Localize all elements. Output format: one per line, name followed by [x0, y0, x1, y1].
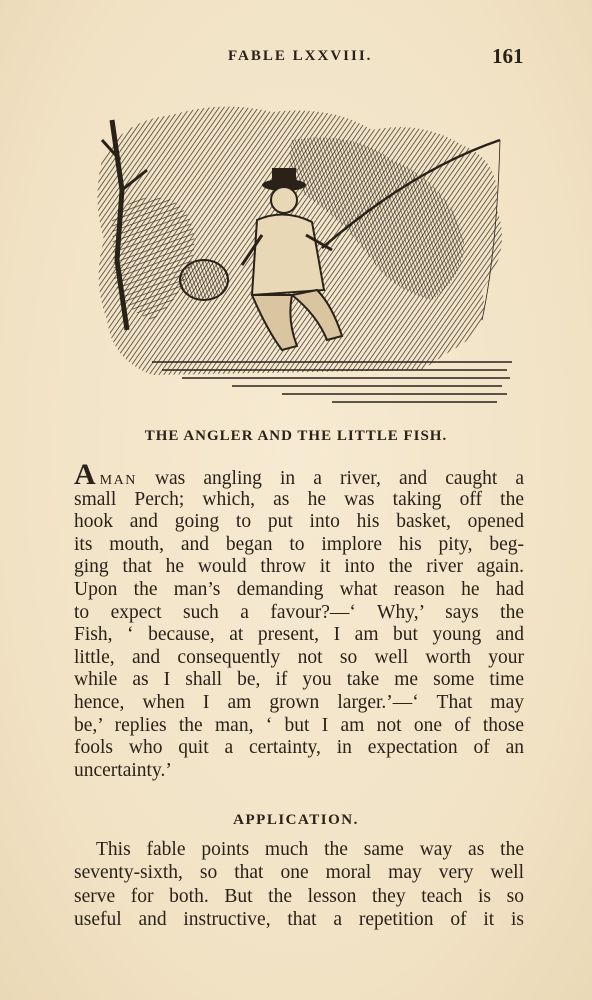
fable-line: fools who quit a certainty, in expectation of an [74, 737, 524, 759]
angler-engraving [92, 100, 514, 410]
fable-line: little, and consequently not so well worth your [74, 646, 524, 668]
page-number: 161 [492, 44, 524, 68]
fable-line: Fish, ‘ because, at present, I am but young and [74, 624, 524, 646]
fable-title: THE ANGLER AND THE LITTLE FISH. [144, 428, 448, 444]
application-heading: APPLICATION. [233, 812, 359, 828]
fable-line: small Perch; which, as he was taking off the [74, 488, 524, 510]
application-line: seventy-sixth, so that one moral may very well [74, 862, 524, 884]
fable-line: ging that he would throw it into the river again. [74, 556, 524, 578]
drop-cap: A [74, 458, 96, 491]
application-text [74, 838, 524, 932]
basket [180, 260, 228, 300]
fable-line: its mouth, and began to implore his pity, beg- [74, 533, 524, 555]
application-line: useful and instructive, that a repetition of it is [74, 909, 524, 931]
fable-line-first [74, 458, 524, 491]
application-line: This fable points much the same way as the [96, 839, 524, 860]
running-head: FABLE LXXVIII. [228, 48, 373, 64]
fable-line: uncertainty.’ [74, 759, 172, 781]
fable-line: hook and going to put into his basket, opened [74, 511, 524, 533]
fable-text [74, 458, 524, 782]
fable-line: while as I shall be, if you take me some time [74, 669, 524, 691]
fable-line: Upon the man’s demanding what reason he had [74, 578, 524, 600]
fable-line: to expect such a favour?—‘ Why,’ says the [74, 601, 524, 623]
fable-line-first-rest: was angling in a river, and caught a [136, 468, 524, 489]
application-line: serve for both. But the lesson they teach is so [74, 885, 524, 907]
fable-line: be,’ replies the man, ‘ but I am not one of those [74, 714, 524, 736]
smallcaps-word: MAN [99, 473, 137, 488]
fable-line: hence, when I am grown larger.’—‘ That may [74, 691, 524, 713]
